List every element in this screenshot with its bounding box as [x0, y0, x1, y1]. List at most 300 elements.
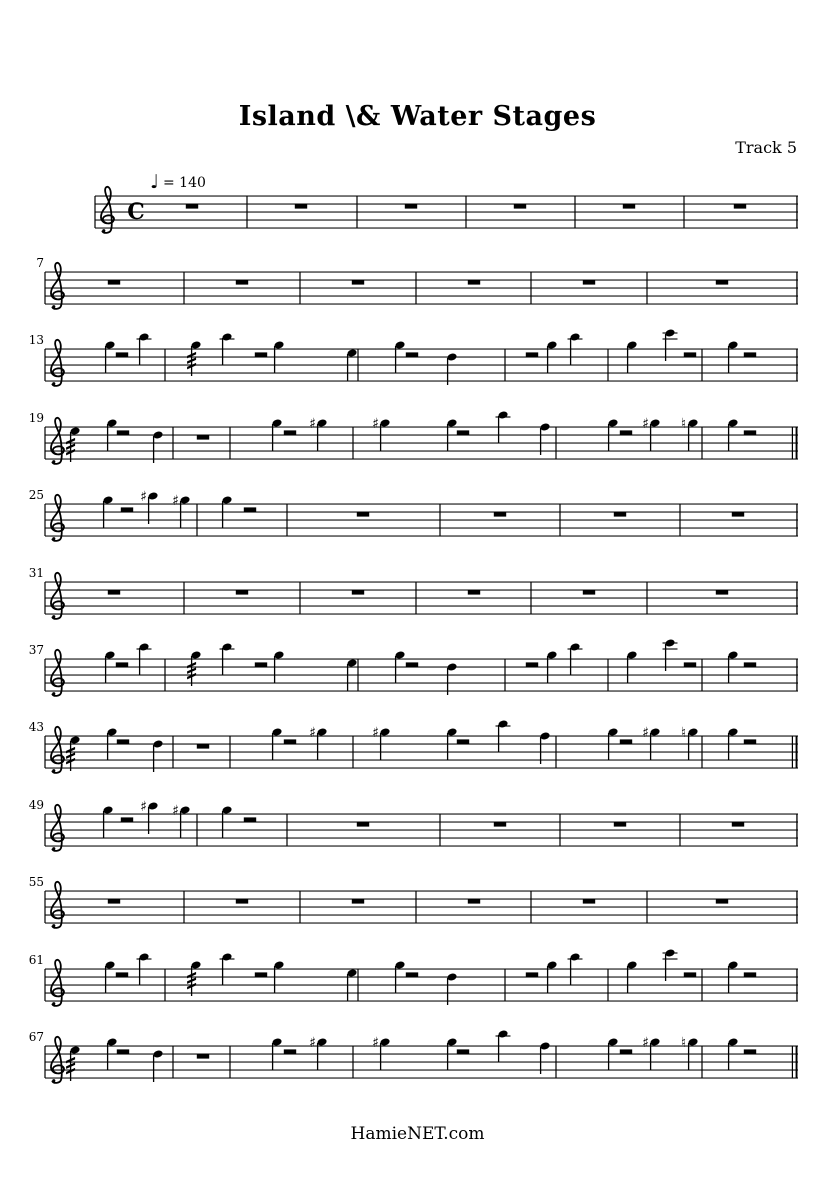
staff-line [45, 1001, 798, 1002]
staff-line [95, 212, 798, 213]
staff-line [45, 899, 798, 900]
half-rest [684, 972, 696, 977]
measure-number: 37 [28, 643, 44, 657]
note-stem [380, 733, 381, 760]
note-stem [272, 424, 273, 451]
clef-dot [102, 229, 105, 232]
final-barline [796, 736, 798, 768]
note-stem [650, 424, 651, 451]
barline [183, 272, 184, 304]
half-rest [620, 430, 632, 435]
sharp-accidental-icon: ♯ [140, 488, 147, 505]
whole-rest [197, 435, 209, 440]
note-stem [570, 648, 571, 675]
clef-dot [52, 460, 55, 463]
note-stem [498, 1035, 499, 1062]
sharp-accidental-icon: ♯ [309, 415, 316, 432]
clef-dot [52, 692, 55, 695]
staff-line [45, 598, 798, 599]
note-stem [222, 648, 223, 675]
staff-line [45, 915, 798, 916]
note-stem [650, 733, 651, 760]
whole-rest [405, 204, 417, 209]
barline [555, 1046, 556, 1078]
barline [352, 736, 353, 768]
barline [607, 349, 608, 381]
clef-dot [52, 924, 55, 927]
sharp-accidental-icon: ♯ [309, 1034, 316, 1051]
tempo-note-icon: ♩ [150, 171, 159, 193]
note-stem [153, 1055, 154, 1082]
barline [530, 582, 531, 614]
clef-dot [52, 382, 55, 385]
note-stem [608, 424, 609, 451]
whole-rest [716, 280, 728, 285]
note-stem [498, 416, 499, 443]
clef-dot [52, 305, 55, 308]
natural-accidental-icon: ♮ [680, 415, 687, 432]
end-barline [796, 814, 797, 846]
ledger-line [663, 958, 678, 959]
note-stem [272, 1043, 273, 1070]
measure-number: 19 [28, 411, 44, 425]
note-stem [272, 733, 273, 760]
note-stem [105, 346, 106, 373]
staff-line [45, 512, 798, 513]
whole-rest [614, 822, 626, 827]
system [29, 328, 798, 385]
staff-line [45, 606, 798, 607]
track-label: Track 5 [735, 138, 797, 157]
whole-rest [236, 590, 248, 595]
note-stem [650, 1043, 651, 1070]
staff-line [45, 381, 798, 382]
whole-rest [197, 1054, 209, 1059]
staff-line [95, 204, 798, 205]
whole-rest [108, 899, 120, 904]
note-stem [547, 966, 548, 993]
barline [530, 272, 531, 304]
note-stem [148, 497, 149, 524]
half-rest [255, 972, 267, 977]
barline [164, 659, 165, 691]
footer-site: HamieNET.com [350, 1124, 485, 1144]
barline [44, 1046, 45, 1078]
sharp-accidental-icon: ♯ [140, 798, 147, 815]
barline [352, 427, 353, 459]
staff-line [45, 993, 798, 994]
barline [172, 427, 173, 459]
system [29, 1029, 798, 1082]
note-stem [447, 668, 448, 695]
half-rest [457, 739, 469, 744]
staff-line [45, 659, 798, 660]
half-rest [620, 1049, 632, 1054]
staff-line [45, 288, 798, 289]
barline [701, 427, 702, 459]
staff-line [45, 814, 798, 815]
note-stem [447, 358, 448, 385]
note-stem [608, 1043, 609, 1070]
treble-clef-icon [51, 340, 64, 386]
whole-rest [514, 204, 526, 209]
barline [504, 659, 505, 691]
barline [559, 504, 560, 536]
staff-line [95, 220, 798, 221]
measure-number: 25 [28, 488, 44, 502]
whole-rest [734, 204, 746, 209]
barline [646, 891, 647, 923]
clef-dot [52, 537, 55, 540]
staff-line [45, 504, 798, 505]
staff-line [45, 923, 798, 924]
note-stem [665, 644, 666, 671]
note-stem [447, 424, 448, 451]
barline [607, 969, 608, 1001]
note-stem [547, 346, 548, 373]
note-stem [447, 733, 448, 760]
treble-clef-icon [51, 1037, 64, 1083]
system [29, 410, 798, 463]
note-stem [347, 354, 348, 381]
staff-line [45, 691, 798, 692]
barline [357, 659, 358, 691]
barline [196, 814, 197, 846]
staff-line [45, 1062, 798, 1063]
note-stem [395, 346, 396, 373]
note-stem [274, 346, 275, 373]
half-rest [744, 739, 756, 744]
whole-rest [583, 899, 595, 904]
half-rest [744, 430, 756, 435]
barline [530, 891, 531, 923]
note-stem [540, 428, 541, 455]
whole-rest [352, 590, 364, 595]
note-stem [665, 954, 666, 981]
treble-clef-icon [51, 573, 64, 619]
barline [286, 504, 287, 536]
whole-rest [236, 280, 248, 285]
staff-line [45, 451, 798, 452]
barline [504, 349, 505, 381]
note-stem [547, 656, 548, 683]
whole-rest [186, 204, 198, 209]
half-rest [284, 430, 296, 435]
note-stem [347, 664, 348, 691]
note-stem [222, 501, 223, 528]
note-stem [728, 656, 729, 683]
barline [415, 272, 416, 304]
staff-line [45, 349, 798, 350]
barline [229, 1046, 230, 1078]
clef-dot [52, 1002, 55, 1005]
staff-line [45, 528, 798, 529]
final-barline [796, 1046, 798, 1078]
note-stem [222, 338, 223, 365]
staff-line [45, 296, 798, 297]
staff-line [45, 590, 798, 591]
note-stem [107, 424, 108, 451]
sharp-accidental-icon: ♯ [642, 724, 649, 741]
staff-line [45, 969, 798, 970]
measure-number: 49 [28, 798, 44, 812]
note-stem [153, 436, 154, 463]
staff-line [45, 459, 798, 460]
barline [701, 1046, 702, 1078]
note-stem [317, 733, 318, 760]
score-systems [29, 171, 798, 1083]
staff-line [45, 1078, 798, 1079]
barline [229, 427, 230, 459]
staff-line [95, 228, 798, 229]
barline [357, 349, 358, 381]
end-barline [796, 349, 797, 381]
note-stem [107, 1043, 108, 1070]
barline [701, 659, 702, 691]
note-stem [180, 501, 181, 528]
note-stem [608, 733, 609, 760]
note-stem [274, 966, 275, 993]
note-stem [540, 737, 541, 764]
half-rest [526, 662, 538, 667]
note-stem [728, 346, 729, 373]
whole-rest [716, 899, 728, 904]
whole-rest [623, 204, 635, 209]
half-rest [117, 1049, 129, 1054]
barline [164, 969, 165, 1001]
half-rest [684, 352, 696, 357]
final-barline [792, 736, 793, 768]
ledger-line [663, 338, 678, 339]
whole-rest [732, 512, 744, 517]
barline [44, 659, 45, 691]
whole-rest [236, 899, 248, 904]
half-rest [117, 430, 129, 435]
note-stem [107, 733, 108, 760]
staff-line [45, 830, 798, 831]
note-stem [103, 811, 104, 838]
staff-line [45, 614, 798, 615]
whole-rest [468, 590, 480, 595]
treble-clef-icon [51, 495, 64, 541]
measure-number: 61 [28, 953, 44, 967]
measure-number: 43 [28, 720, 44, 734]
barline [246, 196, 247, 228]
barline [646, 582, 647, 614]
note-stem [728, 424, 729, 451]
half-rest [684, 662, 696, 667]
barline [555, 427, 556, 459]
barline [439, 504, 440, 536]
barline [44, 349, 45, 381]
barline [299, 891, 300, 923]
note-stem [728, 1043, 729, 1070]
barline [679, 504, 680, 536]
system [29, 488, 798, 541]
sharp-accidental-icon: ♯ [309, 724, 316, 741]
staff-line [45, 675, 798, 676]
half-rest [116, 972, 128, 977]
whole-rest [583, 280, 595, 285]
treble-clef-icon [51, 882, 64, 928]
barline [172, 736, 173, 768]
barline [701, 349, 702, 381]
whole-rest [295, 204, 307, 209]
half-rest [255, 662, 267, 667]
half-rest [117, 739, 129, 744]
piece-title: Island \& Water Stages [238, 101, 597, 132]
note-stem [317, 424, 318, 451]
treble-clef-icon [51, 650, 64, 696]
treble-clef-icon [101, 187, 114, 233]
sharp-accidental-icon: ♯ [172, 802, 179, 819]
staff-line [45, 907, 798, 908]
staff-line [45, 280, 798, 281]
half-rest [121, 507, 133, 512]
staff-line [45, 520, 798, 521]
staff-line [45, 536, 798, 537]
staff-line [45, 838, 798, 839]
half-rest [744, 352, 756, 357]
note-stem [627, 656, 628, 683]
barline [44, 969, 45, 1001]
staff-line [45, 304, 798, 305]
tempo-text: = 140 [163, 175, 206, 191]
barline [415, 891, 416, 923]
half-rest [457, 430, 469, 435]
half-rest [744, 662, 756, 667]
half-rest [255, 352, 267, 357]
half-rest [284, 739, 296, 744]
end-barline [796, 272, 797, 304]
treble-clef-icon [51, 418, 64, 464]
note-stem [180, 811, 181, 838]
note-stem [570, 958, 571, 985]
note-stem [447, 1043, 448, 1070]
whole-rest [494, 822, 506, 827]
end-barline [796, 891, 797, 923]
barline [44, 582, 45, 614]
barline [196, 504, 197, 536]
half-rest [244, 507, 256, 512]
note-stem [627, 346, 628, 373]
staff-line [45, 760, 798, 761]
whole-rest [357, 512, 369, 517]
treble-clef-icon [51, 960, 64, 1006]
half-rest [121, 817, 133, 822]
whole-rest [614, 512, 626, 517]
end-barline [796, 582, 797, 614]
note-stem [139, 338, 140, 365]
measure-number: 31 [28, 566, 44, 580]
barline [164, 349, 165, 381]
note-stem [222, 958, 223, 985]
staff-line [45, 822, 798, 823]
staff-line [45, 365, 798, 366]
system [36, 256, 798, 309]
system [29, 875, 798, 928]
whole-rest [352, 280, 364, 285]
whole-rest [494, 512, 506, 517]
half-rest [744, 1049, 756, 1054]
note-stem [274, 656, 275, 683]
note-stem [380, 424, 381, 451]
note-stem [380, 1043, 381, 1070]
barline [299, 272, 300, 304]
half-rest [526, 352, 538, 357]
note-stem [728, 733, 729, 760]
half-rest [457, 1049, 469, 1054]
staff-line [95, 196, 798, 197]
final-barline [796, 427, 798, 459]
sharp-accidental-icon: ♯ [372, 1034, 379, 1051]
barline [286, 814, 287, 846]
barline [646, 272, 647, 304]
whole-rest [468, 280, 480, 285]
barline [559, 814, 560, 846]
barline [352, 1046, 353, 1078]
note-stem [139, 958, 140, 985]
note-stem [540, 1047, 541, 1074]
staff-line [45, 683, 798, 684]
whole-rest [716, 590, 728, 595]
note-stem [688, 424, 689, 451]
half-rest [620, 739, 632, 744]
note-stem [105, 966, 106, 993]
half-rest [526, 972, 538, 977]
staff-line [45, 443, 798, 444]
half-rest [284, 1049, 296, 1054]
staff-line [45, 752, 798, 753]
barline [44, 891, 45, 923]
staff-line [45, 582, 798, 583]
barline [683, 196, 684, 228]
note-stem [498, 725, 499, 752]
staff-line [45, 1070, 798, 1071]
barline [415, 582, 416, 614]
barline [679, 814, 680, 846]
clef-dot [52, 1079, 55, 1082]
natural-accidental-icon: ♮ [680, 724, 687, 741]
barline [94, 196, 95, 228]
whole-rest [108, 280, 120, 285]
half-rest [244, 817, 256, 822]
whole-rest [357, 822, 369, 827]
note-stem [688, 1043, 689, 1070]
staff-line [45, 373, 798, 374]
end-barline [796, 659, 797, 691]
measure-number: 13 [28, 333, 44, 347]
barline [44, 736, 45, 768]
note-stem [139, 648, 140, 675]
note-stem [665, 334, 666, 361]
clef-dot [52, 615, 55, 618]
barline [172, 1046, 173, 1078]
barline [299, 582, 300, 614]
staff-line [45, 846, 798, 847]
barline [504, 969, 505, 1001]
note-stem [728, 966, 729, 993]
staff-line [45, 272, 798, 273]
barline [357, 969, 358, 1001]
barline [555, 736, 556, 768]
final-barline [792, 1046, 793, 1078]
sharp-accidental-icon: ♯ [642, 1034, 649, 1051]
measure-number: 67 [28, 1030, 44, 1044]
measure-number: 55 [28, 875, 44, 889]
end-barline [796, 196, 797, 228]
sharp-accidental-icon: ♯ [372, 415, 379, 432]
